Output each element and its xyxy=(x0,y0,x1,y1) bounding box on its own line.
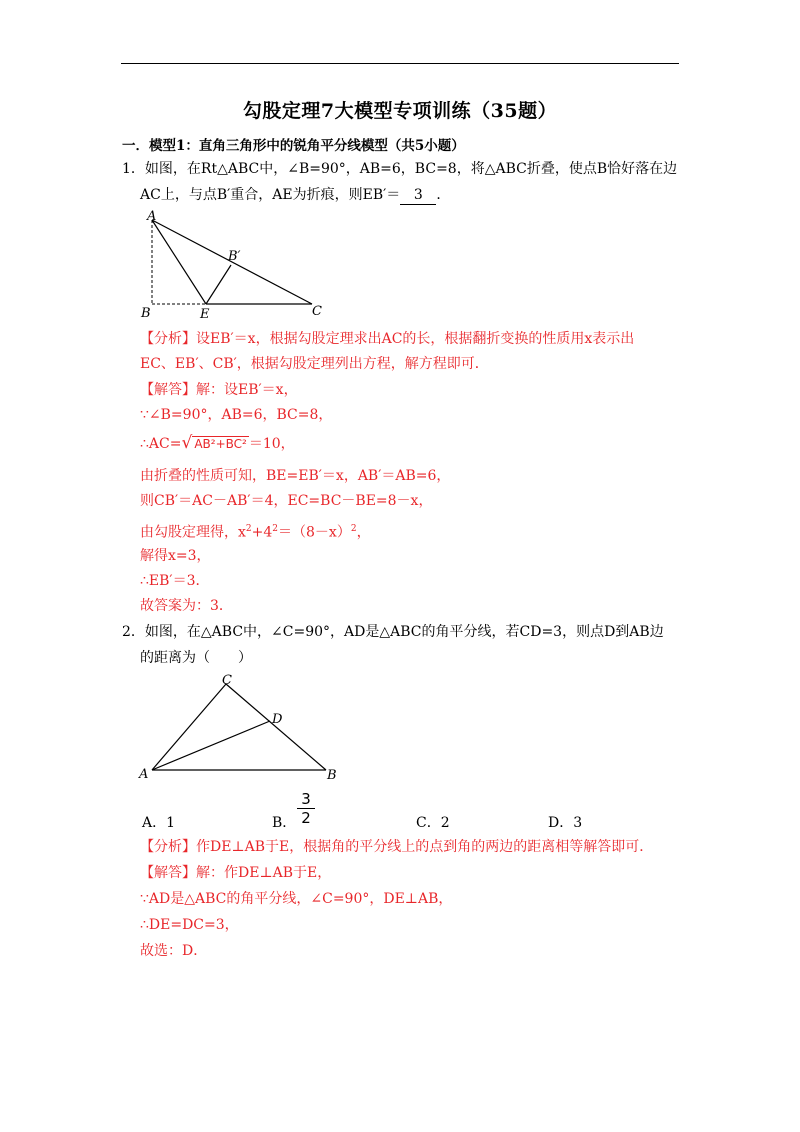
q2-label-d: D xyxy=(272,712,283,727)
q2-stem-line1: 2．如图，在△ABC中，∠C=90°，AD是△ABC的角平分线，若CD=3，则点D到AB边 xyxy=(122,624,664,640)
q2-solution-line3: ∴DE=DC=3， xyxy=(140,917,239,933)
q1-solution-line9: 故答案为：3． xyxy=(140,598,233,614)
q1-stem-end: ． xyxy=(436,187,451,203)
q1-ac-result: ＝10， xyxy=(248,436,295,452)
page-title: 勾股定理7大模型专项训练（35题） xyxy=(242,100,558,122)
q1-label-a: A xyxy=(147,209,157,224)
q1-label-b: B xyxy=(141,306,151,321)
q1-stem-line1: 1．如图，在Rt△ABC中，∠B=90°，AB=6，BC=8，将△ABC折叠，使点B恰好落在边 xyxy=(122,161,678,177)
q1-solution-line4: 由折叠的性质可知，BE=EB′＝x，AB′＝AB=6， xyxy=(140,468,451,484)
q2-stem-line2: 的距离为（ ） xyxy=(140,650,252,666)
q2-label-c: C xyxy=(222,673,232,688)
q1-eq-part2: +4 xyxy=(251,524,273,541)
q2-solution-line4: 故选：D． xyxy=(140,943,208,959)
q1-edge-ebp xyxy=(206,265,231,304)
header-rule xyxy=(121,63,679,64)
q1-solution-line6 xyxy=(140,520,371,542)
q1-exp-1: 2 xyxy=(245,524,252,534)
q2-edge-cb xyxy=(226,684,326,770)
q1-exp-2: 2 xyxy=(272,524,279,534)
q1-analysis-line2: EC、EB′、CB′，根据勾股定理列出方程，解方程即可． xyxy=(140,356,489,372)
q1-eq-comma: ， xyxy=(356,524,371,541)
q1-solution-line8: ∴EB′＝3． xyxy=(140,573,210,589)
q2-label-a: A xyxy=(139,767,149,782)
q1-edge-ae xyxy=(152,220,206,304)
q1-answer-blank: 3 xyxy=(400,186,436,205)
q2-edge-ac xyxy=(152,684,226,770)
fraction-numerator: 3 xyxy=(297,790,315,809)
q1-exp-3: 2 xyxy=(350,524,357,534)
q1-sqrt-content: AB²+BC² xyxy=(194,437,247,451)
q1-label-bp: B′ xyxy=(228,249,241,264)
q2-label-b: B xyxy=(327,768,337,782)
q1-eq-part1: 由勾股定理得，x xyxy=(140,524,246,541)
fraction-denominator: 2 xyxy=(301,809,311,827)
q1-eq-part3: ＝（8－x） xyxy=(278,524,351,541)
q1-ac-prefix: ∴AC= xyxy=(140,436,182,452)
section-heading: 一．模型1：直角三角形中的锐角平分线模型（共5小题） xyxy=(122,138,465,154)
q1-solution-line7: 解得x=3， xyxy=(140,548,211,564)
q1-stem-line2 xyxy=(140,186,450,205)
q2-option-b[interactable]: B． xyxy=(272,815,297,831)
q2-option-c[interactable]: C．2 xyxy=(416,815,450,831)
q1-solution-line3 xyxy=(140,434,295,453)
q2-figure xyxy=(136,670,346,782)
radical-sign: √ xyxy=(181,433,193,453)
q2-option-d[interactable]: D．3 xyxy=(548,815,583,831)
q1-analysis-line1: 【分析】设EB′＝x，根据勾股定理求出AC的长，根据翻折变换的性质用x表示出 xyxy=(140,331,635,347)
q2-solution-line1: 【解答】解：作DE⊥AB于E， xyxy=(140,865,332,881)
q1-label-c: C xyxy=(312,304,322,319)
q1-solution-line1: 【解答】解：设EB′＝x， xyxy=(140,382,298,398)
q2-analysis: 【分析】作DE⊥AB于E，根据角的平分线上的点到角的两边的距离相等解答即可． xyxy=(140,839,654,855)
q2-solution-line2: ∵AD是△ABC的角平分线，∠C=90°，DE⊥AB， xyxy=(140,891,453,907)
q2-edge-ad xyxy=(152,721,270,770)
q1-solution-line2: ∵∠B=90°，AB=6，BC=8， xyxy=(140,407,333,423)
q2-option-b-fraction xyxy=(297,790,315,827)
q1-figure xyxy=(136,208,336,324)
q2-option-a[interactable]: A．1 xyxy=(142,815,176,831)
q1-label-e: E xyxy=(200,307,210,322)
q1-sqrt-expression xyxy=(181,434,248,453)
q1-stem-text: AC上，与点B′重合，AE为折痕，则EB′＝ xyxy=(140,187,401,203)
q1-solution-line5: 则CB′＝AC－AB′＝4，EC=BC－BE=8－x， xyxy=(140,493,433,509)
